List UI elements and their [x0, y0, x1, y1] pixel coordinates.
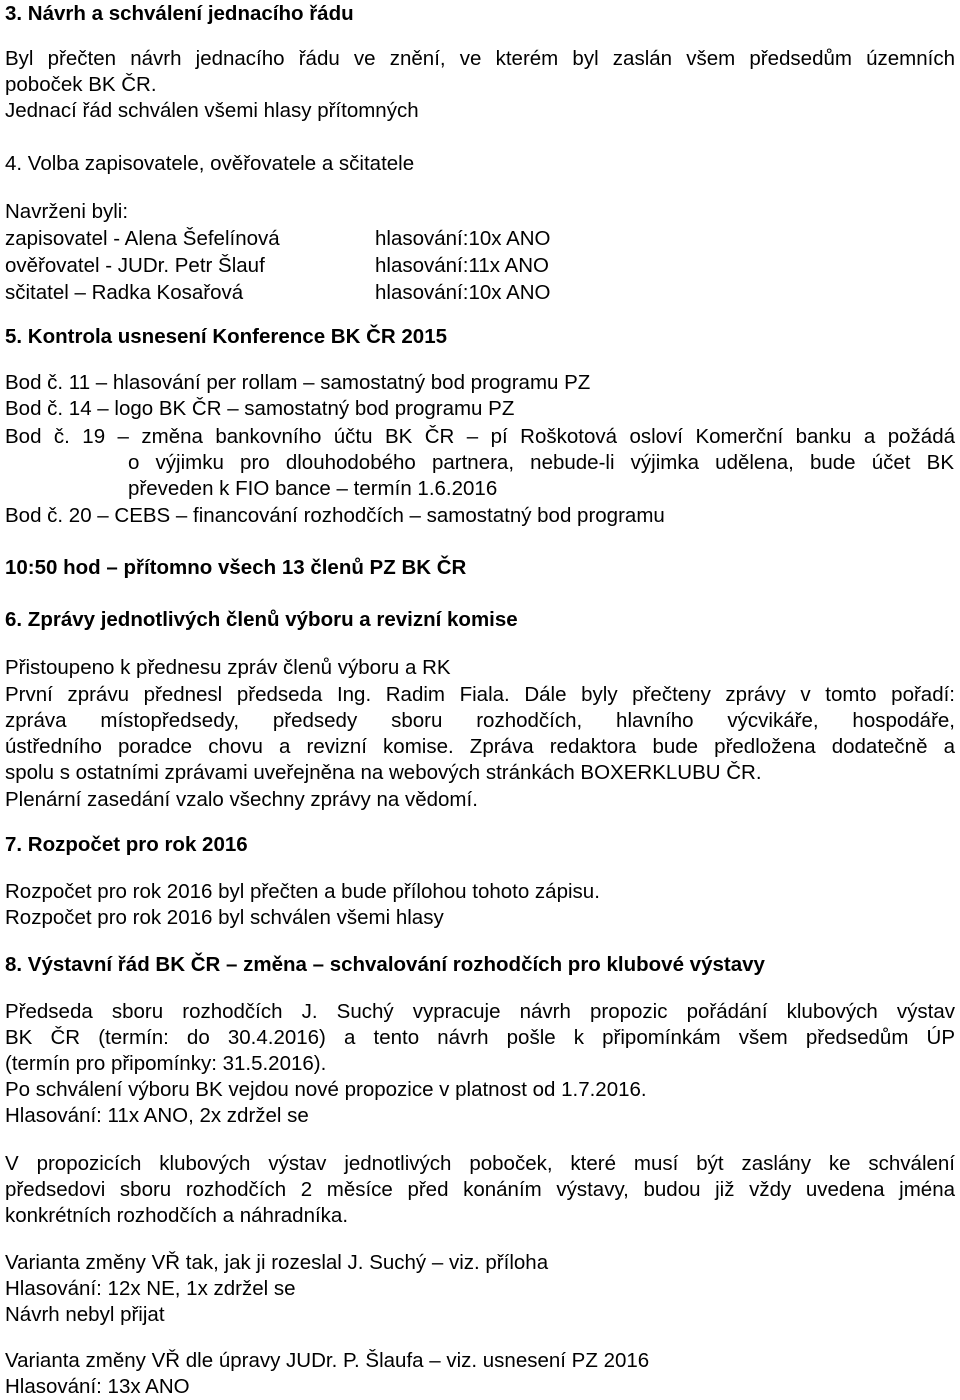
item-19-line-2: o výjimku pro dlouhodobého partnera, nebude-li výjimka udělena, bude účet BK: [128, 451, 954, 474]
section-8-result: Návrh nebyl přijat: [5, 1303, 165, 1326]
candidate-name: sčitatel – Radka Kosařová: [5, 281, 244, 304]
section-4-heading: 4. Volba zapisovatele, ověřovatele a sčitatele: [5, 152, 415, 175]
candidate-vote: hlasování:10x ANO: [375, 281, 551, 304]
presence-note: 10:50 hod – přítomno všech 13 členů PZ BK ČR: [5, 556, 467, 579]
section-8-p3-line-1: Varianta změny VŘ tak, jak ji rozeslal J. Suchý – viz. příloha: [5, 1251, 549, 1274]
item-20: Bod č. 20 – CEBS – financování rozhodčích – samostatný bod programu: [5, 504, 665, 527]
section-6-line-3: zpráva místopředsedy, předsedy sboru rozhodčích, hlavního výcvikáře, hospodáře,: [5, 709, 955, 732]
item-19-line-3: převeden k FIO bance – termín 1.6.2016: [128, 477, 498, 500]
candidate-vote: hlasování:11x ANO: [375, 254, 549, 277]
section-5-heading: 5. Kontrola usnesení Konference BK ČR 2015: [5, 325, 448, 348]
section-6-line-4: ústředního poradce chovu a revizní komise. Zpráva redaktora bude předložena dodatečně a: [5, 735, 955, 758]
candidate-vote: hlasování:10x ANO: [375, 227, 551, 250]
section-8-p2-line-3: konkrétních rozhodčích a náhradníka.: [5, 1204, 349, 1227]
candidate-name: ověřovatel - JUDr. Petr Šlauf: [5, 254, 265, 277]
section-7-line-1: Rozpočet pro rok 2016 byl přečten a bude přílohou tohoto zápisu.: [5, 880, 600, 903]
section-7-line-2: Rozpočet pro rok 2016 byl schválen všemi hlasy: [5, 906, 444, 929]
section-8-vote-2: Hlasování: 12x NE, 1x zdržel se: [5, 1277, 296, 1300]
section-6-line-5: spolu s ostatními zprávami uveřejněna na webových stránkách BOXERKLUBU ČR.: [5, 761, 762, 784]
section-6-line-2: První zprávu přednesl předseda Ing. Radim Fiala. Dále byly přečteny zprávy v tomto pořadí:: [5, 683, 955, 706]
section-8-p2-line-2: předsedovi sboru rozhodčích 2 měsíce před konáním výstavy, budou již vždy uvedena jména: [5, 1178, 955, 1201]
section-3-heading: 3. Návrh a schválení jednacího řádu: [5, 2, 354, 25]
section-7-heading: 7. Rozpočet pro rok 2016: [5, 833, 248, 856]
candidate-name: zapisovatel - Alena Šefelínová: [5, 227, 280, 250]
section-3-line-1: Byl přečten návrh jednacího řádu ve znění, ve kterém byl zaslán všem předsedům územních: [5, 47, 955, 70]
item-11: Bod č. 11 – hlasování per rollam – samostatný bod programu PZ: [5, 371, 591, 394]
section-6-line-1: Přistoupeno k přednesu zpráv členů výboru a RK: [5, 656, 451, 679]
section-8-heading: 8. Výstavní řád BK ČR – změna – schvalování rozhodčích pro klubové výstavy: [5, 953, 765, 976]
section-8-p1-line-3: (termín pro připomínky: 31.5.2016).: [5, 1052, 327, 1075]
section-8-p1-line-2: BK ČR (termín: do 30.4.2016) a tento návrh pošle k připomínkám všem předsedům ÚP: [5, 1026, 955, 1049]
section-8-p2-line-1: V propozicích klubových výstav jednotlivých poboček, které musí být zaslány ke schválení: [5, 1152, 955, 1175]
section-6-line-6: Plenární zasedání vzalo všechny zprávy na vědomí.: [5, 788, 478, 811]
section-8-p4-line-1: Varianta změny VŘ dle úpravy JUDr. P. Šlaufa – viz. usnesení PZ 2016: [5, 1349, 650, 1372]
item-14: Bod č. 14 – logo BK ČR – samostatný bod programu PZ: [5, 397, 515, 420]
section-6-heading: 6. Zprávy jednotlivých členů výboru a revizní komise: [5, 608, 518, 631]
section-8-p1-line-1: Předseda sboru rozhodčích J. Suchý vypracuje návrh propozic pořádání klubových výstav: [5, 1000, 955, 1023]
section-8-vote-1: Hlasování: 11x ANO, 2x zdržel se: [5, 1104, 309, 1127]
section-8-p1-line-4: Po schválení výboru BK vejdou nové propozice v platnost od 1.7.2016.: [5, 1078, 647, 1101]
section-3-line-2: poboček BK ČR.: [5, 73, 157, 96]
section-8-vote-3: Hlasování: 13x ANO: [5, 1375, 190, 1398]
item-19-line-1: Bod č. 19 – změna bankovního účtu BK ČR – pí Roškotová osloví Komerční banku a požádá: [5, 425, 955, 448]
section-4-intro: Navrženi byli:: [5, 200, 129, 223]
section-3-line-3: Jednací řád schválen všemi hlasy přítomných: [5, 99, 419, 122]
